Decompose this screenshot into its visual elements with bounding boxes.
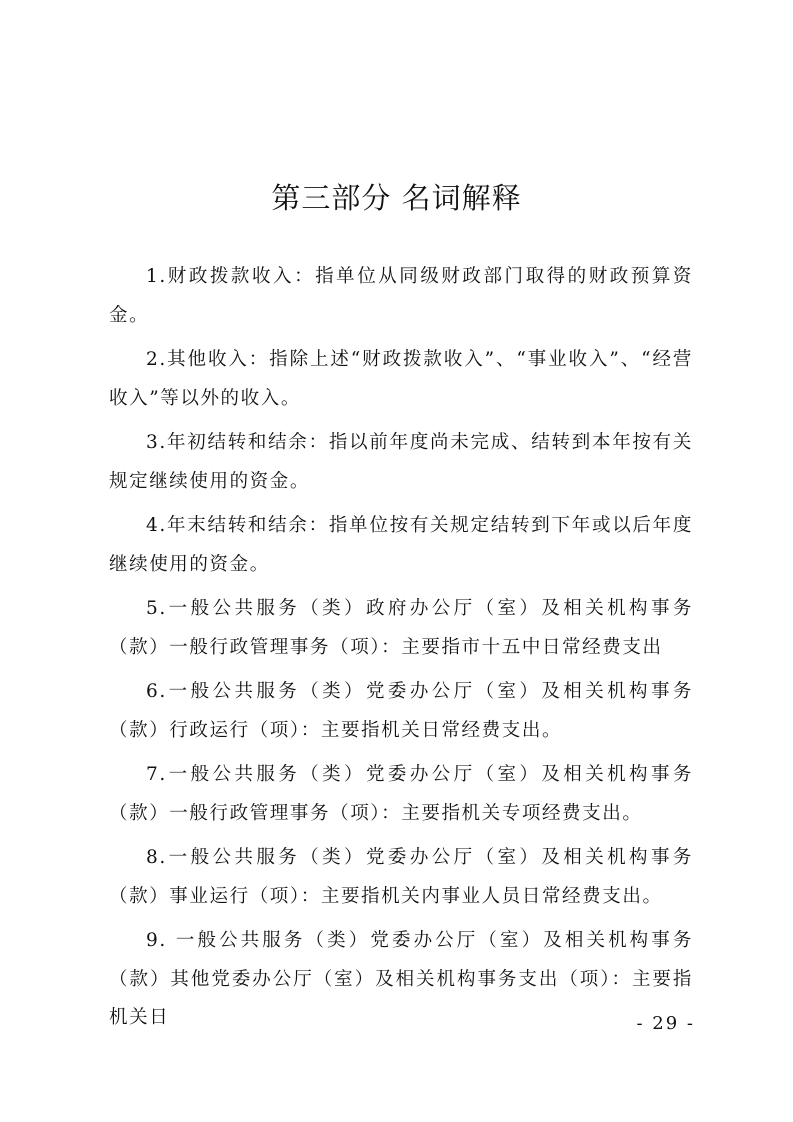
page-title: 第三部分 名词解释 (271, 181, 522, 215)
page-number: - 29 - (636, 1013, 695, 1034)
definition-item-7: 7.一般公共服务（类）党委办公厅（室）及相关机构事务（款）一般行政管理事务（项）：主要指机关专项经费支出。 (109, 764, 693, 824)
definition-item-2: 2.其他收入：指除上述“财政拨款收入”、“事业收入”、“经营收入”等以外的收入。 (109, 349, 693, 409)
definition-item-6: 6.一般公共服务（类）党委办公厅（室）及相关机构事务（款）行政运行（项）：主要指机关日常经费支出。 (109, 681, 693, 741)
definition-item-1: 1.财政拨款收入：指单位从同级财政部门取得的财政预算资金。 (109, 266, 693, 326)
definition-item-3: 3.年初结转和结余：指以前年度尚未完成、结转到本年按有关规定继续使用的资金。 (109, 432, 693, 492)
definition-item-4: 4.年末结转和结余：指单位按有关规定结转到下年或以后年度继续使用的资金。 (109, 515, 693, 575)
definition-item-8: 8.一般公共服务（类）党委办公厅（室）及相关机构事务（款）事业运行（项）：主要指机关内事业人员日常经费支出。 (109, 847, 693, 907)
definitions-list (109, 258, 693, 1044)
definition-item-9: 9. 一般公共服务（类）党委办公厅（室）及相关机构事务（款）其他党委办公厅（室）及相关机构事务支出（项）：主要指机关日 (109, 930, 693, 1028)
definition-item-5: 5.一般公共服务（类）政府办公厅（室）及相关机构事务（款）一般行政管理事务（项）：主要指市十五中日常经费支出 (109, 598, 693, 658)
